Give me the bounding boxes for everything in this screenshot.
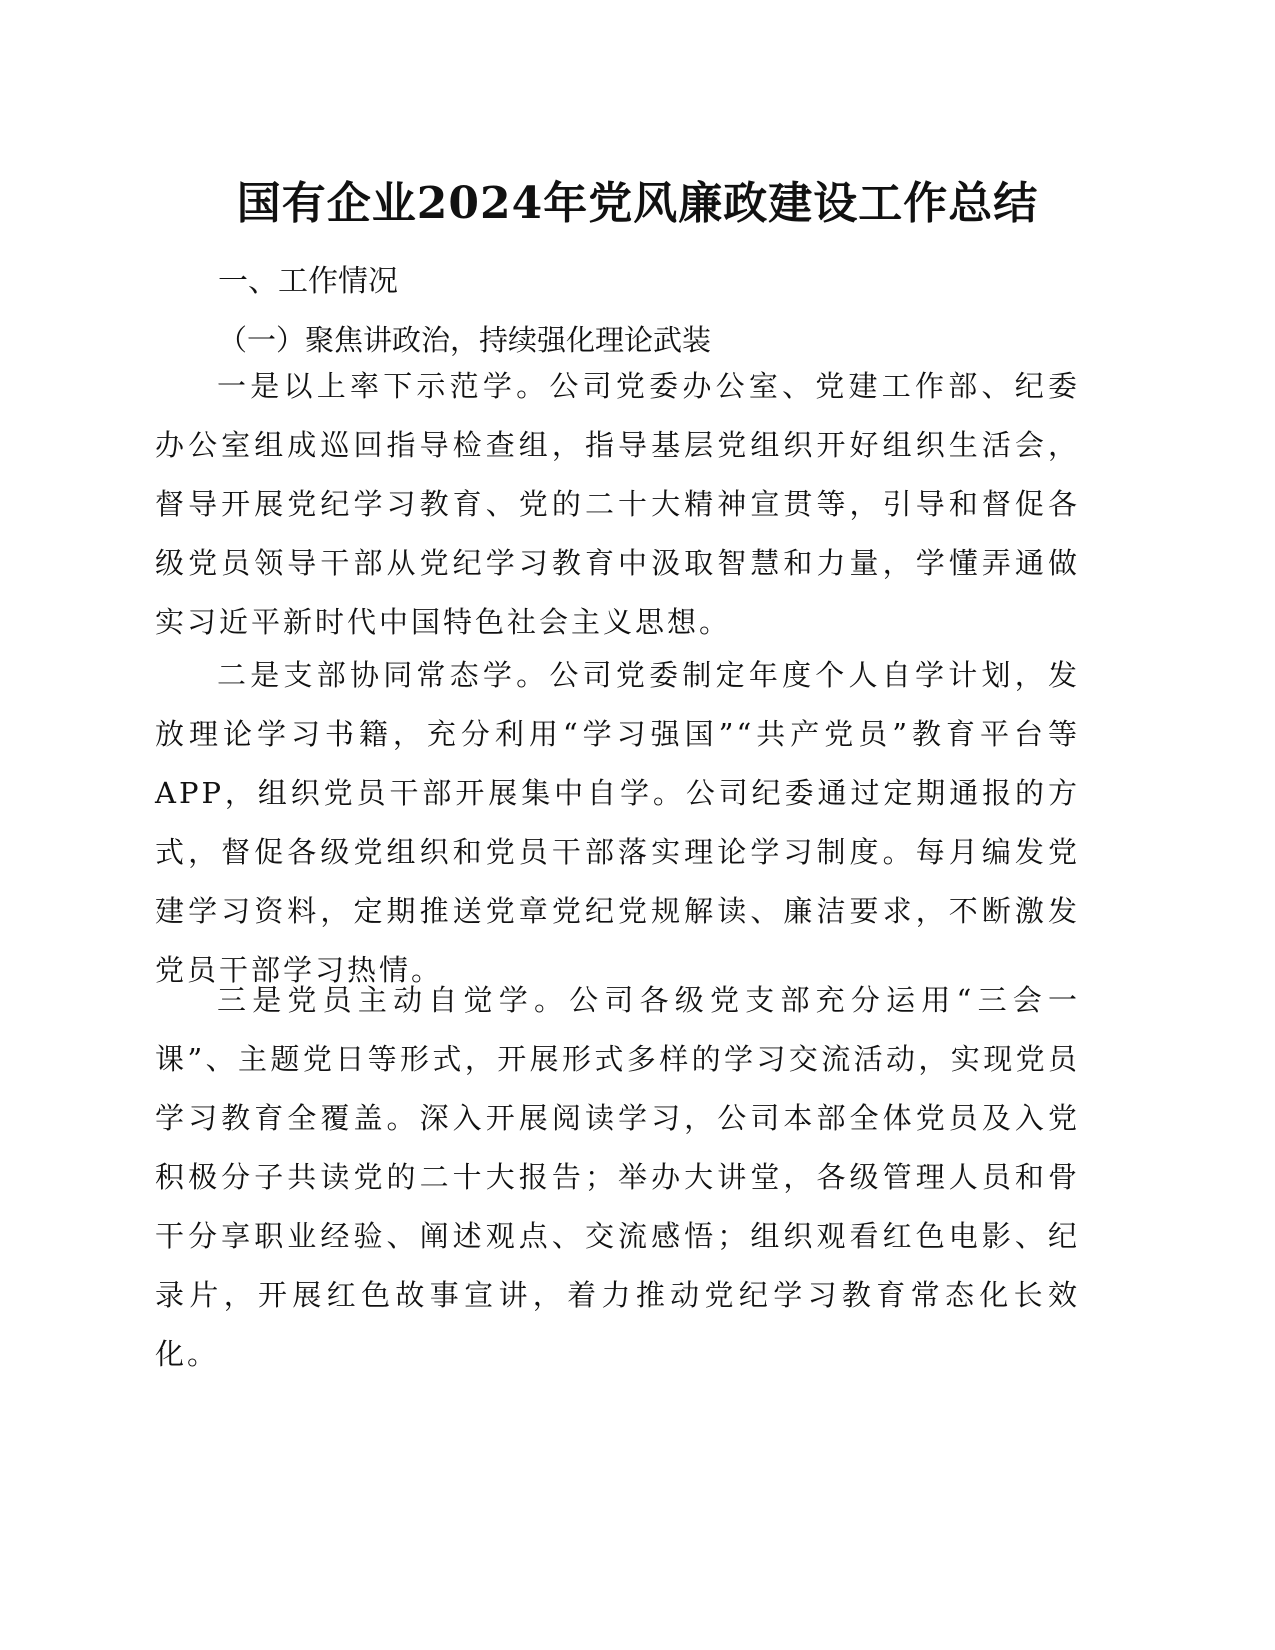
body-paragraph: 一是以上率下示范学。公司党委办公室、党建工作部、纪委办公室组成巡回指导检查组，指导基层党组织开好组织生活会，督导开展党纪学习教育、党的二十大精神宣贯等，引导和督促各级党员领导干部从党纪学习教育中汲取智慧和力量，学懂弄通做实习近平新时代中国特色社会主义思想。: [155, 369, 1080, 639]
subsection-heading: （一）聚焦讲政治，持续强化理论武装: [218, 323, 712, 357]
body-paragraph: 三是党员主动自觉学。公司各级党支部充分运用“三会一课”、主题党日等形式，开展形式多样的学习交流活动，实现党员学习教育全覆盖。深入开展阅读学习，公司本部全体党员及入党积极分子共读党的二十大报告；举办大讲堂，各级管理人员和骨干分享职业经验、阐述观点、交流感悟；组织观看红色电影、纪录片，开展红色故事宣讲，着力推动党纪学习教育常态化长效化。: [155, 983, 1080, 1371]
body-paragraph: 二是支部协同常态学。公司党委制定年度个人自学计划，发放理论学习书籍，充分利用“学习强国”“共产党员”教育平台等APP，组织党员干部开展集中自学。公司纪委通过定期通报的方式，督促各级党组织和党员干部落实理论学习制度。每月编发党建学习资料，定期推送党章党纪党规解读、廉洁要求，不断激发党员干部学习热情。: [155, 658, 1080, 987]
section-heading: 一、工作情况: [218, 264, 398, 299]
document-title: 国有企业2024年党风廉政建设工作总结: [236, 178, 1039, 229]
